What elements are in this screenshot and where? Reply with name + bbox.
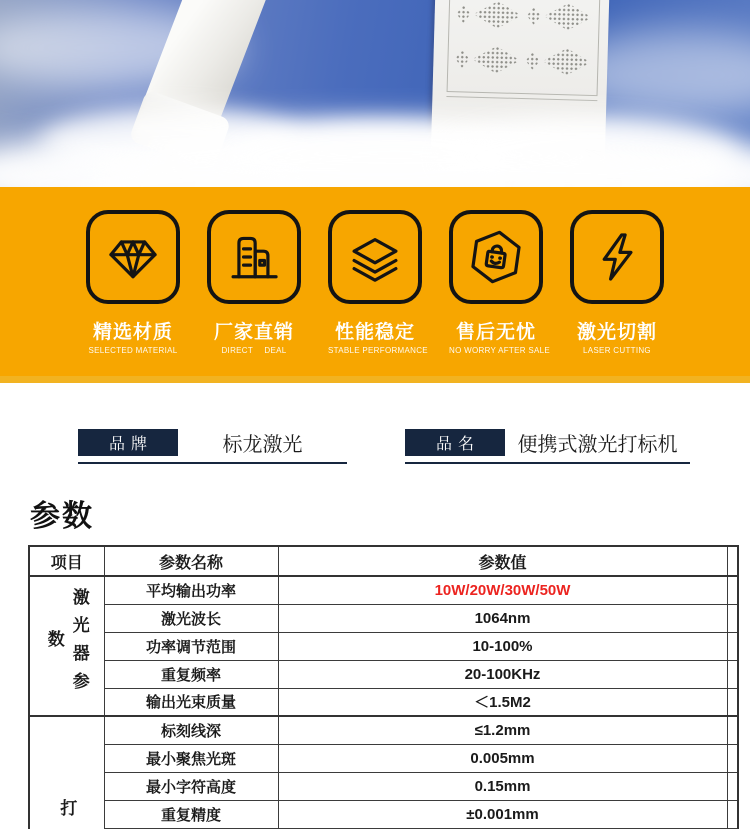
vent-diamond [456, 0, 522, 29]
product-name-tag: 品名 [405, 429, 505, 456]
table-row [29, 716, 738, 744]
group-label-text: 激光器参数 [44, 588, 89, 700]
table-row [29, 800, 738, 828]
feature-sublabel: DIRECT DEAL [221, 346, 287, 355]
spec-name: 平均输出功率 [104, 576, 278, 604]
product-photo [0, 0, 750, 187]
feature-banner [0, 187, 750, 383]
empty-cell [727, 604, 738, 632]
empty-cell [727, 716, 738, 744]
cabinet-vent-panel [447, 0, 601, 96]
badge-frame [570, 210, 664, 304]
empty-cell [727, 576, 738, 604]
spec-value: 0.15mm [278, 772, 727, 800]
badge-frame [328, 210, 422, 304]
feature-sublabel: SELECTED MATERIAL [88, 346, 178, 355]
feature-label: 精选材质 [92, 322, 173, 343]
feature-label: 厂家直销 [213, 322, 294, 343]
spec-value: 10W/20W/30W/50W [278, 576, 727, 604]
table-row [29, 576, 738, 604]
empty-cell [727, 632, 738, 660]
spec-value: 1064nm [278, 604, 727, 632]
table-header-row [29, 546, 738, 576]
group-label-marking [29, 716, 104, 829]
vent-diamond [525, 47, 591, 76]
spec-value: 10-100% [278, 632, 727, 660]
empty-cell [727, 800, 738, 828]
header-param-name: 参数名称 [104, 546, 278, 576]
empty-cell [727, 546, 738, 576]
table-row [29, 772, 738, 800]
group-label-text: 打 [57, 799, 77, 827]
group-label-laser [29, 576, 104, 716]
table-row [29, 688, 738, 716]
feature-laser-cutting [570, 210, 664, 383]
factory-icon [225, 228, 283, 286]
spec-name: 激光波长 [104, 604, 278, 632]
diamond-icon [104, 228, 162, 286]
feature-direct-deal [207, 210, 301, 383]
brand-value: 标龙激光 [222, 434, 303, 456]
badge-frame [86, 210, 180, 304]
badge-frame [449, 210, 543, 304]
feature-label: 性能稳定 [334, 322, 415, 343]
aftersale-bag-icon [467, 228, 525, 286]
header-item: 项目 [29, 546, 104, 576]
brand-row [0, 383, 750, 483]
feature-after-sale [449, 210, 550, 383]
empty-cell [727, 744, 738, 772]
spec-value: 20-100KHz [278, 660, 727, 688]
feature-sublabel: STABLE PERFORMANCE [328, 346, 428, 355]
product-name-value: 便携式激光打标机 [517, 434, 678, 456]
lightning-icon [588, 228, 646, 286]
spec-name: 最小聚焦光斑 [104, 744, 278, 772]
spec-name: 重复精度 [104, 800, 278, 828]
feature-label: 激光切割 [576, 322, 657, 343]
layers-icon [346, 228, 404, 286]
feature-stable-performance [328, 210, 428, 383]
table-row [29, 660, 738, 688]
brand-group [78, 428, 347, 464]
spec-value: ≤1.2mm [278, 716, 727, 744]
spec-name: 重复频率 [104, 660, 278, 688]
header-param-value: 参数值 [278, 546, 727, 576]
table-row [29, 604, 738, 632]
spec-name: 最小字符高度 [104, 772, 278, 800]
empty-cell [727, 772, 738, 800]
feature-selected-material [86, 210, 180, 383]
spec-value: 0.005mm [278, 744, 727, 772]
spec-name: 功率调节范围 [104, 632, 278, 660]
feature-sublabel: LASER CUTTING [583, 346, 651, 355]
badge-frame [207, 210, 301, 304]
spec-name: 输出光束质量 [104, 688, 278, 716]
spec-value: ＜1.5M2 [278, 688, 727, 716]
empty-cell [727, 688, 738, 716]
table-row [29, 744, 738, 772]
vent-diamond [527, 2, 593, 31]
empty-cell [727, 660, 738, 688]
feature-label: 售后无忧 [455, 322, 536, 343]
vent-diamond [455, 45, 521, 74]
spec-value: ±0.001mm [278, 800, 727, 828]
feature-sublabel: NO WORRY AFTER SALE [449, 346, 550, 355]
spec-table [28, 545, 739, 829]
spec-name: 标刻线深 [104, 716, 278, 744]
table-row [29, 632, 738, 660]
brand-tag: 品牌 [78, 429, 178, 456]
section-title: 参数 [30, 500, 94, 533]
product-name-group [405, 428, 690, 464]
